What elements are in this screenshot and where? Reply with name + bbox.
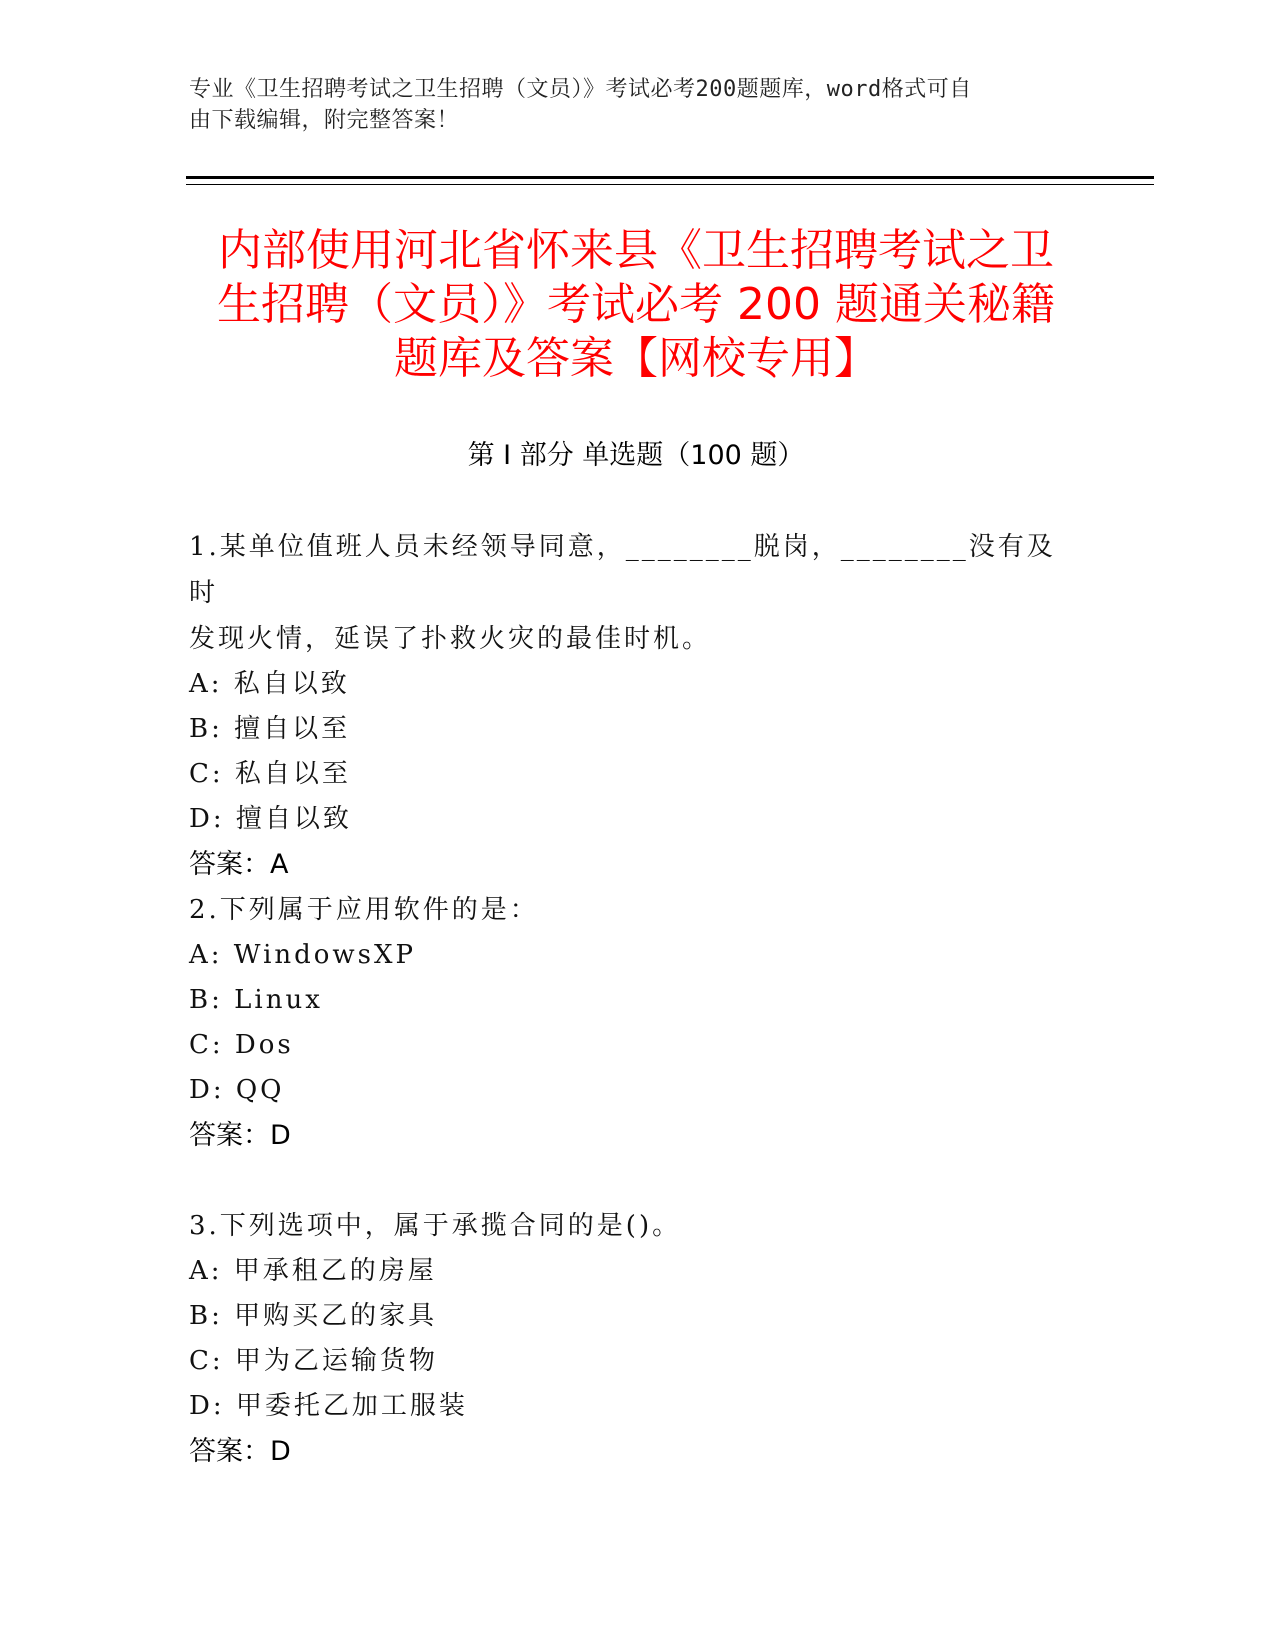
question-stem-line-1: 3.下列选项中，属于承揽合同的是()。 (189, 1211, 682, 1241)
answer: 答案：A (189, 849, 289, 880)
answer: 答案：D (189, 1436, 291, 1467)
option-d: D: 甲委托乙加工服装 (189, 1391, 468, 1421)
option-c: C: Dos (189, 1030, 294, 1060)
option-b: B: Linux (189, 985, 323, 1015)
header-note (189, 74, 1069, 136)
header-note-line-1: 专业《卫生招聘考试之卫生招聘（文员）》考试必考200题题库，word格式可自 (189, 77, 972, 102)
option-b: B: 甲购买乙的家具 (189, 1301, 438, 1331)
option-a: A: WindowsXP (189, 940, 417, 970)
document-title (186, 224, 1086, 386)
document-title-line-2: 生招聘（文员）》考试必考 200 题通关秘籍 (217, 279, 1055, 330)
document-title-line-3: 题库及答案【网校专用】 (394, 333, 878, 384)
header-note-line-2: 由下载编辑，附完整答案！ (189, 108, 460, 133)
header-divider-thick (186, 176, 1154, 179)
answer: 答案：D (189, 1120, 291, 1151)
option-d: D: 擅自以致 (189, 804, 352, 834)
document-title-line-1: 内部使用河北省怀来县《卫生招聘考试之卫 (218, 225, 1054, 276)
option-d: D: QQ (189, 1075, 285, 1105)
option-a: A: 甲承租乙的房屋 (189, 1256, 437, 1286)
question-2 (189, 887, 1069, 1159)
section-title: 第 I 部分 单选题（100 题） (467, 440, 805, 471)
option-b: B: 擅自以至 (189, 714, 351, 744)
question-stem-line-1: 2.下列属于应用软件的是： (189, 895, 539, 925)
option-a: A: 私自以致 (189, 669, 350, 699)
header-divider-thin (186, 184, 1154, 185)
question-stem-line-2: 发现火情，延误了扑救火灾的最佳时机。 (189, 624, 712, 654)
option-c: C: 私自以至 (189, 759, 351, 789)
question-1 (189, 524, 1069, 888)
option-c: C: 甲为乙运输货物 (189, 1346, 438, 1376)
question-3 (189, 1203, 1069, 1475)
question-stem-line-1: 1.某单位值班人员未经领导同意，________脱岗，________没有及时 (189, 532, 1056, 608)
